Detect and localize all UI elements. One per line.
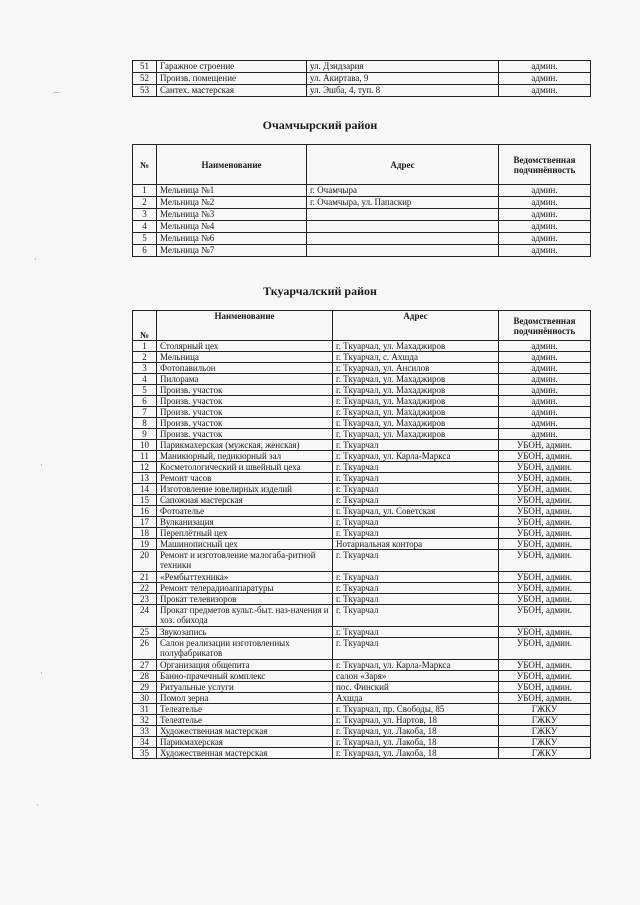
cell-department: УБОН, админ. — [499, 451, 591, 462]
table-row — [133, 385, 591, 396]
cell-number: 6 — [133, 245, 157, 257]
cell-number: 4 — [133, 221, 157, 233]
table-row — [133, 185, 591, 197]
cell-department: УБОН, админ. — [499, 627, 591, 638]
cell-address: г. Ткуарчал, ул. Лакоба, 18 — [333, 726, 499, 737]
cell-department: ГЖКУ — [499, 748, 591, 759]
cell-number: 5 — [133, 233, 157, 245]
cell-name: Художественная мастерская — [157, 748, 333, 759]
cell-address: г. Ткуарчал — [333, 638, 499, 660]
cell-address: Нотариальная контора — [333, 539, 499, 550]
cell-name: Мельница №2 — [157, 197, 307, 209]
cell-address: Ахшда — [333, 693, 499, 704]
cell-name: Пилорама — [157, 374, 333, 385]
cell-name: Телеателье — [157, 704, 333, 715]
table-row — [133, 495, 591, 506]
cell-number: 9 — [133, 429, 157, 440]
cell-address: г. Ткуарчал — [333, 550, 499, 572]
table-ochamchira — [132, 144, 591, 257]
cell-number: 33 — [133, 726, 157, 737]
cell-address: г. Ткуарчал — [333, 484, 499, 495]
cell-name: Ремонт телерадиоаппаратуры — [157, 583, 333, 594]
cell-name: Произв. участок — [157, 396, 333, 407]
col-header-address: Адрес — [333, 311, 499, 341]
cell-department: УБОН, админ. — [499, 440, 591, 451]
cell-department: админ. — [499, 209, 591, 221]
cell-name: Парикмахерская — [157, 737, 333, 748]
col-header-address: Адрес — [307, 145, 499, 185]
cell-department: админ. — [499, 85, 591, 97]
cell-department: УБОН, админ. — [499, 605, 591, 627]
scan-mark: ⌒ — [52, 92, 62, 102]
cell-number: 15 — [133, 495, 157, 506]
cell-department: УБОН, админ. — [499, 682, 591, 693]
cell-address: г. Ткуарчал, ул. Карла-Маркса — [333, 660, 499, 671]
cell-name: Банно-прачечный комплекс — [157, 671, 333, 682]
cell-department: УБОН, админ. — [499, 671, 591, 682]
cell-name: Гаражное строение — [157, 61, 307, 73]
cell-department: админ. — [499, 245, 591, 257]
table-row — [133, 363, 591, 374]
cell-address — [307, 233, 499, 245]
cell-number: 29 — [133, 682, 157, 693]
cell-name: Произв. участок — [157, 407, 333, 418]
section-title-ochamchira: Очамчырский район — [262, 118, 378, 132]
cell-number: 6 — [133, 396, 157, 407]
cell-number: 27 — [133, 660, 157, 671]
cell-department: админ. — [499, 233, 591, 245]
cell-number: 1 — [133, 185, 157, 197]
cell-number: 22 — [133, 583, 157, 594]
table-tkuarchal — [132, 310, 591, 759]
cell-number: 3 — [133, 363, 157, 374]
cell-name: Помол зерна — [157, 693, 333, 704]
table-continuation — [132, 60, 591, 97]
col-header-department: Ведомственная подчинённость — [499, 145, 591, 185]
cell-address — [307, 245, 499, 257]
cell-name: Звукозапись — [157, 627, 333, 638]
table-row — [133, 506, 591, 517]
cell-name: Произв. помещение — [157, 73, 307, 85]
cell-address: г. Ткуарчал, ул. Карла-Маркса — [333, 451, 499, 462]
cell-number: 24 — [133, 605, 157, 627]
cell-number: 14 — [133, 484, 157, 495]
cell-name: Сапожная мастерская — [157, 495, 333, 506]
table-row — [133, 197, 591, 209]
cell-address: г. Ткуарчал — [333, 495, 499, 506]
cell-name: Телеателье — [157, 715, 333, 726]
cell-address: г. Ткуарчал, ул. Нартов, 18 — [333, 715, 499, 726]
cell-address: г. Ткуарчал, ул. Лакоба, 18 — [333, 748, 499, 759]
cell-department: УБОН, админ. — [499, 539, 591, 550]
cell-name: Ритуальные услуги — [157, 682, 333, 693]
table-row — [133, 407, 591, 418]
cell-department: ГЖКУ — [499, 737, 591, 748]
cell-address: г. Ткуарчал — [333, 627, 499, 638]
cell-department: админ. — [499, 407, 591, 418]
table-row — [133, 704, 591, 715]
cell-department: админ. — [499, 73, 591, 85]
cell-number: 53 — [133, 85, 157, 97]
cell-address: пос. Финский — [333, 682, 499, 693]
cell-department: УБОН, админ. — [499, 473, 591, 484]
cell-number: 21 — [133, 572, 157, 583]
table-row — [133, 528, 591, 539]
table-row — [133, 473, 591, 484]
scan-mark: · — [36, 800, 39, 810]
cell-department: УБОН, админ. — [499, 517, 591, 528]
table-row — [133, 352, 591, 363]
cell-address: г. Ткуарчал, ул. Лакоба, 18 — [333, 737, 499, 748]
cell-address: ул. Акиртава, 9 — [307, 73, 499, 85]
cell-number: 3 — [133, 209, 157, 221]
table-row — [133, 671, 591, 682]
table-row — [133, 539, 591, 550]
cell-department: ГЖКУ — [499, 704, 591, 715]
cell-number: 26 — [133, 638, 157, 660]
table-row — [133, 682, 591, 693]
table-row — [133, 484, 591, 495]
cell-address: г. Ткуарчал — [333, 605, 499, 627]
cell-name: Вулканизация — [157, 517, 333, 528]
col-header-number: № — [133, 145, 157, 185]
cell-department: админ. — [499, 341, 591, 352]
cell-name: Ремонт и изготовление малогаба-ритной техники — [157, 550, 333, 572]
cell-department: УБОН, админ. — [499, 506, 591, 517]
cell-number: 7 — [133, 407, 157, 418]
cell-address: г. Ткуарчал, ул. Махаджиров — [333, 341, 499, 352]
cell-name: Произв. участок — [157, 429, 333, 440]
table-row — [133, 583, 591, 594]
table-row — [133, 462, 591, 473]
cell-number: 51 — [133, 61, 157, 73]
table-row — [133, 572, 591, 583]
cell-address: г. Ткуарчал, ул. Махаджиров — [333, 374, 499, 385]
col-header-department: Ведомственная подчинённость — [499, 311, 591, 341]
cell-address — [307, 221, 499, 233]
cell-name: Косметологический и швейный цеха — [157, 462, 333, 473]
cell-name: Мельница №7 — [157, 245, 307, 257]
cell-address: г. Ткуарчал, ул. Махаджиров — [333, 418, 499, 429]
col-header-name: Наименование — [157, 311, 333, 341]
table-row — [133, 429, 591, 440]
cell-name: Организация общепита — [157, 660, 333, 671]
table-row — [133, 517, 591, 528]
cell-department: УБОН, админ. — [499, 572, 591, 583]
cell-department: УБОН, админ. — [499, 660, 591, 671]
cell-number: 8 — [133, 418, 157, 429]
cell-address: г. Ткуарчал — [333, 583, 499, 594]
cell-address: г. Ткуарчал, ул. Махаджиров — [333, 407, 499, 418]
cell-address — [307, 209, 499, 221]
table-row — [133, 715, 591, 726]
table-row — [133, 451, 591, 462]
table-row — [133, 693, 591, 704]
cell-number: 28 — [133, 671, 157, 682]
col-header-number: № — [133, 311, 157, 341]
cell-department: админ. — [499, 185, 591, 197]
cell-department: админ. — [499, 352, 591, 363]
cell-name: Мельница №3 — [157, 209, 307, 221]
cell-address: г. Ткуарчал — [333, 594, 499, 605]
cell-department: УБОН, админ. — [499, 462, 591, 473]
cell-number: 31 — [133, 704, 157, 715]
table-row — [133, 245, 591, 257]
cell-name: Произв. участок — [157, 418, 333, 429]
cell-number: 1 — [133, 341, 157, 352]
table-row — [133, 605, 591, 627]
cell-number: 17 — [133, 517, 157, 528]
cell-department: админ. — [499, 429, 591, 440]
cell-number: 10 — [133, 440, 157, 451]
cell-name: Прокат телевизоров — [157, 594, 333, 605]
cell-address: ул. Эшба, 4, туп. 8 — [307, 85, 499, 97]
table-row — [133, 61, 591, 73]
table-row — [133, 594, 591, 605]
col-header-name: Наименование — [157, 145, 307, 185]
table-row — [133, 440, 591, 451]
table-row — [133, 660, 591, 671]
table-row — [133, 627, 591, 638]
cell-address: г. Ткуарчал — [333, 517, 499, 528]
table-row — [133, 209, 591, 221]
table-row — [133, 374, 591, 385]
table-row — [133, 737, 591, 748]
cell-number: 16 — [133, 506, 157, 517]
cell-address: г. Очамчыра — [307, 185, 499, 197]
cell-address: г. Ткуарчал, с. Ахшда — [333, 352, 499, 363]
cell-name: Сантех. мастерская — [157, 85, 307, 97]
cell-number: 20 — [133, 550, 157, 572]
cell-address: г. Ткуарчал, ул. Махаджиров — [333, 385, 499, 396]
cell-number: 23 — [133, 594, 157, 605]
cell-name: Маникюрный, педикюрный зал — [157, 451, 333, 462]
cell-name: Произв. участок — [157, 385, 333, 396]
cell-address: г. Ткуарчал, ул. Махаджиров — [333, 429, 499, 440]
cell-department: админ. — [499, 363, 591, 374]
cell-number: 2 — [133, 352, 157, 363]
cell-address: г. Ткуарчал — [333, 572, 499, 583]
cell-address: г. Ткуарчал — [333, 462, 499, 473]
table-row — [133, 396, 591, 407]
section-title-tkuarchal: Ткуарчалский район — [263, 284, 377, 298]
cell-address: ул. Дзидзария — [307, 61, 499, 73]
cell-number: 25 — [133, 627, 157, 638]
cell-department: ГЖКУ — [499, 726, 591, 737]
cell-name: Парикмахерская (мужская, женская) — [157, 440, 333, 451]
cell-name: Мельница — [157, 352, 333, 363]
cell-number: 35 — [133, 748, 157, 759]
cell-name: Машинописный цех — [157, 539, 333, 550]
cell-department: УБОН, админ. — [499, 484, 591, 495]
cell-number: 12 — [133, 462, 157, 473]
cell-department: УБОН, админ. — [499, 495, 591, 506]
cell-number: 11 — [133, 451, 157, 462]
cell-address: г. Ткуарчал — [333, 528, 499, 539]
cell-department: УБОН, админ. — [499, 638, 591, 660]
cell-name: Фотопавильон — [157, 363, 333, 374]
cell-address: г. Ткуарчал, пр. Свободы, 85 — [333, 704, 499, 715]
cell-address: г. Очамчыра, ул. Папаскир — [307, 197, 499, 209]
cell-department: УБОН, админ. — [499, 693, 591, 704]
cell-address: г. Ткуарчал, ул. Советская — [333, 506, 499, 517]
table-row — [133, 233, 591, 245]
cell-number: 4 — [133, 374, 157, 385]
cell-name: Салон реализации изготовленных полуфабрикатов — [157, 638, 333, 660]
cell-address: г. Ткуарчал, ул. Ансилов — [333, 363, 499, 374]
cell-department: УБОН, админ. — [499, 583, 591, 594]
cell-name: Художественная мастерская — [157, 726, 333, 737]
cell-name: Мельница №6 — [157, 233, 307, 245]
cell-address: салон «Заря» — [333, 671, 499, 682]
cell-number: 2 — [133, 197, 157, 209]
cell-department: админ. — [499, 374, 591, 385]
scan-mark: · — [40, 460, 43, 470]
cell-department: админ. — [499, 61, 591, 73]
cell-number: 19 — [133, 539, 157, 550]
table-row — [133, 85, 591, 97]
table-row — [133, 341, 591, 352]
cell-name: Переплётный цех — [157, 528, 333, 539]
cell-department: ГЖКУ — [499, 715, 591, 726]
cell-name: Фотоателье — [157, 506, 333, 517]
cell-name: «Рембыттехника» — [157, 572, 333, 583]
cell-name: Столярный цех — [157, 341, 333, 352]
cell-number: 32 — [133, 715, 157, 726]
table-row — [133, 550, 591, 572]
cell-address: г. Ткуарчал — [333, 440, 499, 451]
cell-department: админ. — [499, 418, 591, 429]
table-row — [133, 748, 591, 759]
table-row — [133, 726, 591, 737]
cell-name: Ремонт часов — [157, 473, 333, 484]
cell-number: 30 — [133, 693, 157, 704]
cell-number: 34 — [133, 737, 157, 748]
cell-number: 13 — [133, 473, 157, 484]
table-row — [133, 73, 591, 85]
table-row — [133, 638, 591, 660]
cell-department: админ. — [499, 221, 591, 233]
cell-name: Изготовление ювелирных изделий — [157, 484, 333, 495]
cell-name: Прокат предметов культ.-быт. наз-начения и хоз. обихода — [157, 605, 333, 627]
cell-address: г. Ткуарчал, ул. Махаджиров — [333, 396, 499, 407]
cell-number: 18 — [133, 528, 157, 539]
scan-mark: · — [40, 668, 43, 678]
cell-address: г. Ткуарчал — [333, 473, 499, 484]
cell-department: УБОН, админ. — [499, 528, 591, 539]
cell-name: Мельница №1 — [157, 185, 307, 197]
cell-department: УБОН, админ. — [499, 550, 591, 572]
cell-number: 52 — [133, 73, 157, 85]
table-row — [133, 221, 591, 233]
cell-name: Мельница №4 — [157, 221, 307, 233]
table-row — [133, 418, 591, 429]
cell-department: УБОН, админ. — [499, 594, 591, 605]
cell-department: админ. — [499, 385, 591, 396]
cell-department: админ. — [499, 396, 591, 407]
cell-department: админ. — [499, 197, 591, 209]
cell-number: 5 — [133, 385, 157, 396]
scan-mark: · — [34, 254, 37, 264]
